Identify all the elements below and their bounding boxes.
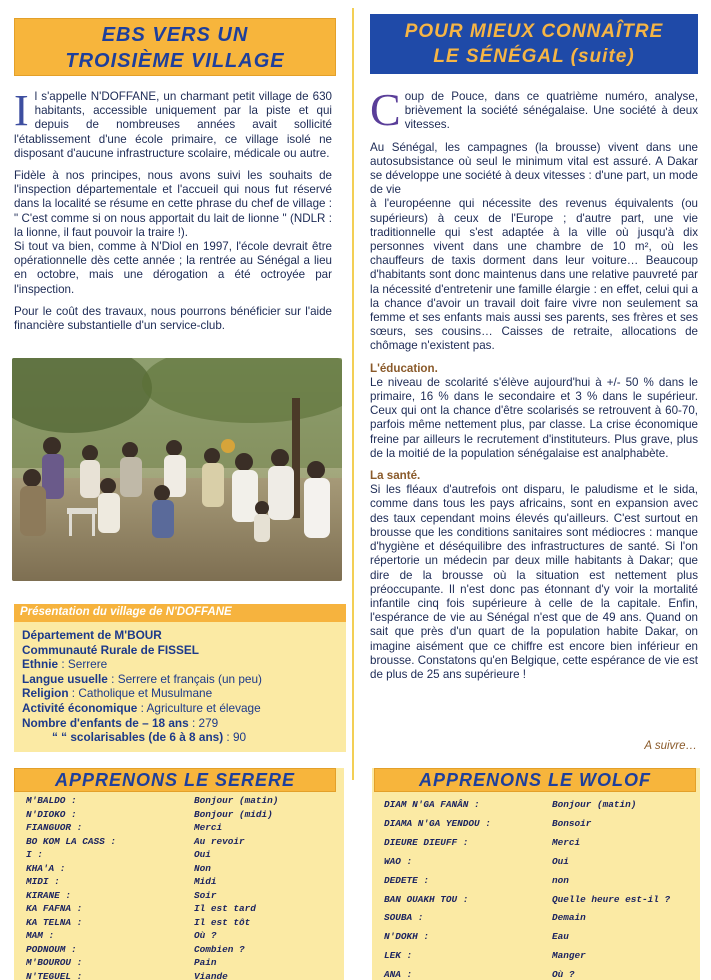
education-text: Le niveau de scolarité s'élève aujourd'hui à +/- 50 % dans le primaire, 16 % dans le secondaire et 3 % dans le supérieur. Ceux qui ont la chance d'être scolarisés se retrouvent à 60-70, parfois même nettement plus, par classe. La crise économique freine par ailleurs le recrutement d'instituteurs. Plus grave, plus de la moitié de la population sénégalaise est analphabète. — [370, 375, 698, 460]
serere-term: KA TELNA : — [26, 916, 83, 928]
serere-meaning: Combien ? — [194, 943, 245, 955]
wolof-meaning: Manger — [552, 950, 586, 962]
wolof-term: ANA : — [384, 969, 413, 980]
health-text: Si les fléaux d'autrefois ont disparu, le paludisme et le sida, comme dans tous les pays africains, sont en expansion avec des taux cependant moins élevés qu'ailleurs. C'est surtout en brousse que les conditions sanitaires sont médiocres : manque d'hygiène et déséquilibre des infrastructures de santé. Si l'on répertorie un médecin par deux mille habitants à Dakar; que dire de la brousse où la situation est nettement plus préoccupante. Il n'est donc pas étonnant d'y voir la mortalité infantile cinq fois supérieure à celle de la capitale. Enfin, l'espérance de vie au Sénégal n'est que de 49 ans. Quand on sait que près d'un quart de la population habite Dakar, on imagine aisément que ce chiffre est encore bien inférieur en brousse. Constatons qu'en Belgique, cette espérance de vie est de plus de 25 ans supérieure ! — [370, 483, 698, 681]
serere-meaning: Non — [194, 862, 211, 874]
serere-meaning: Midi — [194, 876, 217, 887]
info-line: Religion : Catholique et Musulmane — [22, 686, 213, 701]
right-article-body — [370, 84, 698, 690]
serere-term: N'DIOKO : — [26, 808, 77, 820]
left-para3: Si tout va bien, comme à N'Diol en 1997, l'école devrait être opérationnelle dès cette année ; la rentrée au Sénégal a lieu en octobre, mais une dérogation a été octroyée par l'inspection. — [14, 240, 332, 296]
serere-meaning: Où ? — [194, 930, 217, 941]
serere-term: N'TEGUEL : — [26, 970, 83, 980]
info-line: Nombre d'enfants de – 18 ans : 279 — [22, 715, 219, 730]
right-title-line1: POUR MIEUX CONNAÎTRE — [404, 21, 664, 42]
serere-meaning: Soir — [194, 889, 217, 901]
wolof-term: DIAM N'GA FANÂN : — [384, 799, 480, 810]
wolof-term: DIAMA N'GA YENDOU : — [384, 817, 491, 829]
serere-meaning: Bonjour (midi) — [194, 808, 273, 820]
serere-meaning: Au revoir — [194, 835, 245, 847]
left-dropcap: I — [14, 86, 29, 135]
education-heading: L'éducation. — [370, 361, 438, 375]
to-be-continued: A suivre… — [644, 740, 697, 752]
wolof-meaning: Quelle heure est-il ? — [552, 893, 671, 905]
serere-term: PODNOUM : — [26, 943, 77, 955]
serere-term: FIANGUOR : — [26, 822, 83, 833]
wolof-meaning: non — [552, 874, 569, 886]
serere-term: BO KOM LA CASS : — [26, 835, 117, 847]
serere-term: MIDI : — [26, 876, 60, 887]
right-dropcap: C — [370, 84, 401, 135]
left-title-line2: TROISIÈME VILLAGE — [65, 50, 285, 72]
wolof-term: SOUBA : — [384, 912, 424, 924]
left-para2: Fidèle à nos principes, nous avons suivi les souhaits de l'inspection départementale et l'accueil qui nous fut réservé dans la localité se résume en cette phrase du chef de village : " C'est comme si on nous apportait du lait de lionne " (NDLR : la lionne, il faut pouvoir la traire !). — [14, 169, 332, 239]
wolof-term: WAO : — [384, 855, 413, 867]
serere-meaning: Bonjour (matin) — [194, 795, 279, 806]
wolof-meaning: Demain — [552, 912, 586, 924]
info-line: Département de M'BOUR — [22, 628, 162, 642]
info-line: “ “ scolarisables (de 6 à 8 ans) : 90 — [52, 730, 247, 745]
serere-term: KIRANE : — [26, 889, 72, 901]
right-para1: Au Sénégal, les campagnes (la brousse) vivent dans une autosubsistance où seul le minimum vital est assuré. A Dakar se développe une société à deux vitesses : d'une part, un mode de vie — [370, 140, 698, 197]
wolof-term: LEK : — [384, 950, 413, 962]
wolof-term: N'DOKH : — [384, 931, 430, 943]
wolof-title: APPRENONS LE WOLOF — [374, 768, 696, 792]
wolof-meaning: Bonsoir — [552, 817, 592, 829]
info-line: Ethnie : Serrere — [22, 657, 108, 672]
right-para2: à l'européenne qui nécessite des revenus équivalents (ou supérieurs) à ceux de l'Europe ; d'autre part, une vie traditionnelle qui s'est adaptée à la ville où jusqu'à dix personnes vivent dans une chambre de 10 m², où les chauffeurs de taxis dorment dans leur voiture… Beaucoup d'habitants sont donc maintenus dans une relative pauvreté par la nécessité d'entretenir une famille élargie : en effet, celui qui a la chance d'avoir un travail doit faire vivre non seulement sa femme et ses enfants mais aussi ses parents, ses frères et ses sœurs, ses cousins… Caisses de retraite, allocations de chômage n'existent pas. — [370, 197, 698, 353]
wolof-meaning: Eau — [552, 931, 569, 943]
left-title-line1: EBS VERS UN — [101, 24, 249, 46]
info-line: Langue usuelle : Serrere et français (un peu) — [22, 671, 262, 686]
serere-term: I : — [26, 849, 43, 860]
info-line: Communauté Rurale de FISSEL — [22, 642, 199, 657]
serere-meaning: Pain — [194, 957, 217, 968]
wolof-meaning: Merci — [552, 836, 581, 848]
right-title-line2: LE SÉNÉGAL (suite) — [433, 46, 635, 67]
serere-term: MAM : — [26, 930, 55, 941]
serere-meaning: Oui — [194, 849, 211, 860]
left-para1: l s'appelle N'DOFFANE, un charmant petit village de 630 habitants, accessible uniquement par la piste et qui depuis de nombreuses années avait sollicité l'établissement d'une école primaire, ce village isolé ne disposant d'aucune infrastructure scolaire, médicale ou autre. — [14, 90, 332, 160]
serere-term: M'BOUROU : — [26, 957, 83, 968]
serere-meaning: Il est tard — [194, 903, 256, 914]
left-article-body — [14, 86, 332, 341]
serere-meaning: Merci — [194, 822, 223, 833]
serere-term: KHA'A : — [26, 862, 66, 874]
left-title-banner — [14, 18, 336, 76]
serere-term: KA FAFNA : — [26, 903, 83, 914]
serere-title: APPRENONS LE SERERE — [14, 768, 336, 792]
wolof-term: DEDETE : — [384, 874, 430, 886]
serere-meaning: Viande — [194, 970, 228, 980]
village-photo — [12, 358, 342, 581]
column-divider — [352, 8, 354, 780]
wolof-term: BAN OUAKH TOU : — [384, 893, 469, 905]
village-info-box — [14, 622, 346, 752]
info-line: Activité économique : Agriculture et élevage — [22, 700, 261, 715]
wolof-term: DIEURE DIEUFF : — [384, 836, 469, 848]
right-intro: oup de Pouce, dans ce quatrième numéro, analyse, brièvement la société sénégalaise. Une société à deux vitesses. — [404, 90, 698, 132]
wolof-meaning: Où ? — [552, 969, 575, 980]
right-title-banner — [370, 14, 698, 74]
wolof-meaning: Oui — [552, 855, 569, 867]
serere-term: M'BALDO : — [26, 795, 77, 806]
health-heading: La santé. — [370, 469, 421, 483]
left-para4: Pour le coût des travaux, nous pourrons bénéficier sur l'aide financière substantielle d'un service-club. — [14, 304, 332, 333]
wolof-meaning: Bonjour (matin) — [552, 799, 637, 810]
village-info-header: Présentation du village de N'DOFFANE — [14, 604, 346, 622]
serere-meaning: Il est tôt — [194, 916, 251, 928]
